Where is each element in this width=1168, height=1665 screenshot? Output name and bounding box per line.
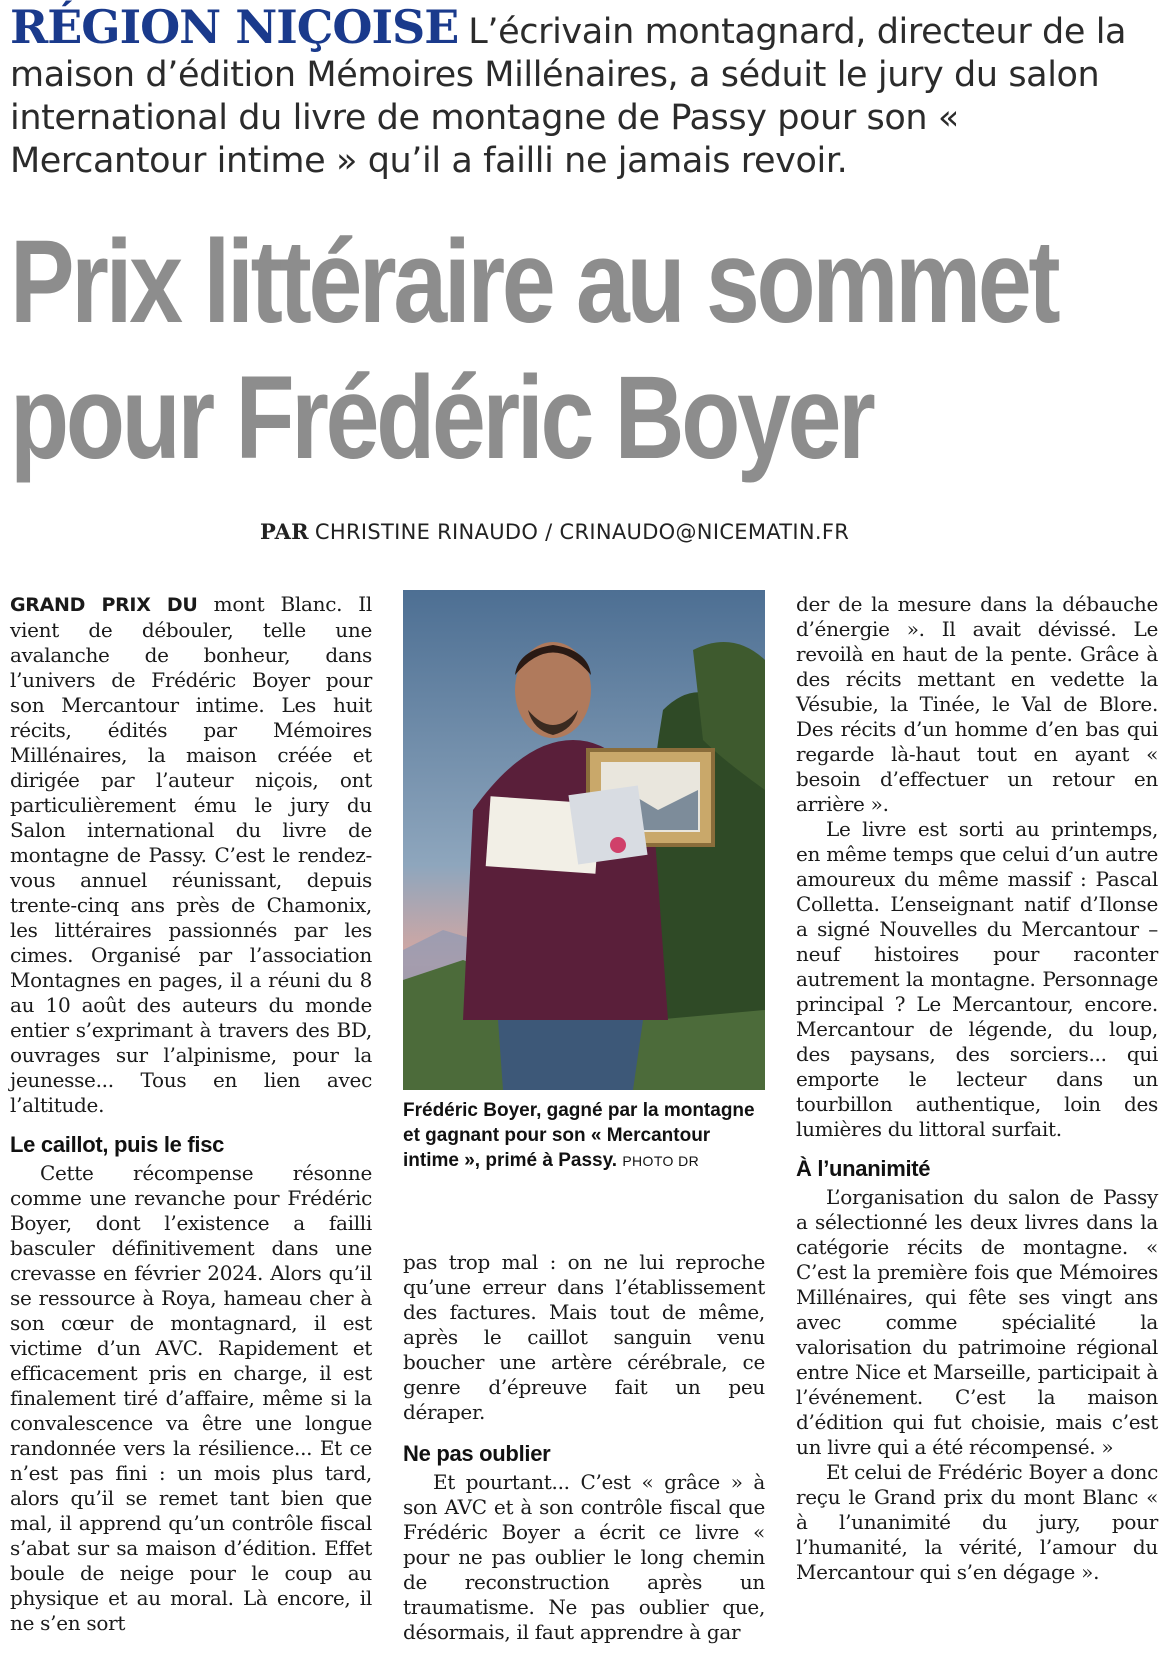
article-photo	[403, 590, 765, 1090]
lede-text: L’écrivain montagnard, directeur de la maison d’édition Mémoires Millénaires, a séduit le jury du salon international du livre de montagne de Passy pour son « Mercantour intime » qu’il a failli ne jamais revoir.	[10, 12, 1127, 181]
headline	[10, 214, 1058, 486]
paragraph-6: Et celui de Frédéric Boyer a donc reçu le Grand prix du mont Blanc « à l’unanimité du jury, pour l’humanité, la vérité, l’amour du Mercantour qui s’en dégage ».	[796, 1460, 1158, 1584]
photo-caption	[403, 1098, 765, 1174]
subhead-unanimite: À l’unanimité	[796, 1156, 931, 1181]
photo-credit: PHOTO DR	[622, 1153, 700, 1169]
byline-par: PAR	[260, 519, 309, 544]
subhead-caillot: Le caillot, puis le fisc	[10, 1132, 225, 1157]
paragraph-4: Le livre est sorti au printemps, en même temps que celui d’un autre amoureux du même massif : Pascal Colletta. L’enseignant natif d’Ilonse a signé Nouvelles du Mercantour – neuf histoires pour raconter autrement la montagne. Personnage principal ? Le Mercantour, encore. Mercantour de légende, du loup, des paysans, des sorciers... qui emporte le lecteur dans un tourbillon authentique, loin des lumières du littoral surfait.	[796, 817, 1158, 1141]
paragraph-3-continued: der de la mesure dans la débauche d’énergie ». Il avait dévissé. Le revoilà en haut de la pente. Grâce à des récits mettant en vedette la Vésubie, la Tinée, le Val de Blore. Des récits d’un homme d’en bas qui regarde là-haut tout en ayant « besoin d’effectuer un retour en arrière ».	[796, 592, 1158, 816]
photo-illustration	[403, 590, 765, 1090]
byline-author: CHRISTINE RINAUDO / CRINAUDO@NICEMATIN.FR	[314, 520, 850, 544]
paragraph-5: L’organisation du salon de Passy a sélectionné les deux livres dans la catégorie récits de montagne. « C’est la première fois que Mémoires Millénaires, qui fête ses vingt ans avec comme spécialité la valorisation du patrimoine régional entre Nice et Marseille, participait à l’événement. C’est la maison d’édition qui fut choisie, mais c’est un livre qui a été récompensé. »	[796, 1185, 1158, 1459]
headline-line-2: pour Frédéric Boyer	[10, 352, 873, 484]
byline	[260, 519, 849, 544]
column-2	[403, 1250, 765, 1645]
headline-line-1: Prix littéraire au sommet	[10, 216, 1058, 348]
lede	[10, 0, 1160, 183]
paragraph-1-text: mont Blanc. Il vient de débouler, telle une avalanche de bonheur, dans l’univers de Frédéric Boyer pour son Mercantour intime. Les huit récits, édités par Mémoires Millénaires, la maison créée et dirigée par l’auteur niçois, ont particulièrement ému le jury du Salon international du livre de montagne de Passy. C’est le rendez-vous annuel réunissant, depuis trente-cinq ans près de Chamonix, les littéraires passionnés par les cimes. Organisé par l’association Montagnes en pages, il a réuni du 8 au 10 août des auteurs du monde entier s’exprimant à travers des BD, ouvrages sur l’alpinisme, pour la jeunesse... Tous en lien avec l’altitude.	[10, 592, 372, 1117]
region-kicker: RÉGION NIÇOISE	[10, 0, 459, 54]
paragraph-3: Et pourtant... C’est « grâce » à son AVC et à son contrôle fiscal que Frédéric Boyer a écrit ce livre « pour ne pas oublier le long chemin de reconstruction après un traumatisme. Ne pas oublier que, désormais, il faut apprendre à gar	[403, 1470, 765, 1644]
lead-in: GRAND PRIX DU	[10, 594, 198, 616]
paragraph-2-continued: pas trop mal : on ne lui reproche qu’une erreur dans l’établissement des factures. Mais tout de même, après le caillot sanguin venu boucher une artère cérébrale, ce genre d’épreuve fait un peu déraper.	[403, 1250, 765, 1424]
paragraph-1	[10, 592, 372, 1118]
subhead-oublier: Ne pas oublier	[403, 1441, 551, 1466]
caption-text: Frédéric Boyer, gagné par la montagne et gagnant pour son « Mercantour intime », primé à Passy.	[403, 1100, 755, 1171]
column-1	[10, 592, 372, 1636]
column-3	[796, 592, 1158, 1585]
paragraph-2: Cette récompense résonne comme une revanche pour Frédéric Boyer, dont l’existence a failli basculer définitivement dans une crevasse en février 2024. Alors qu’il se ressource à Roya, hameau cher à son cœur de montagnard, il est victime d’un AVC. Rapidement et efficacement pris en charge, il est finalement tiré d’affaire, même si la convalescence va être une longue randonnée vers la résilience... Et ce n’est pas fini : un mois plus tard, alors qu’il se remet tant bien que mal, il apprend qu’un contrôle fiscal s’abat sur sa maison d’édition. Effet boule de neige pour le coup au physique et au moral. Là encore, il ne s’en sort	[10, 1161, 372, 1635]
